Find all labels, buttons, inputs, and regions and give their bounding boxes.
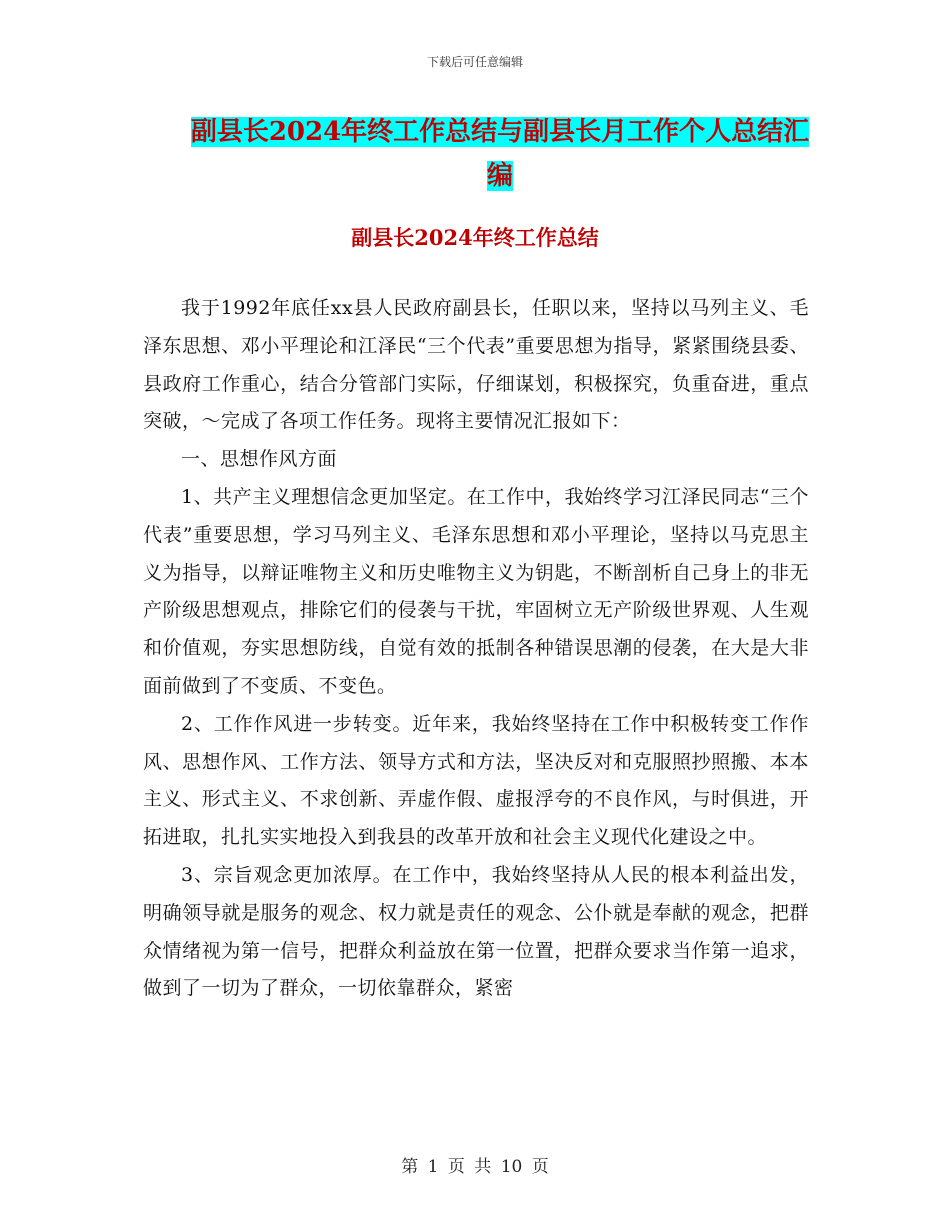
paragraph-intro: 我于1992年底任xx县人民政府副县长，任职以来，坚持以马列主义、毛泽东思想、邓小平理论和江泽民“三个代表”重要思想为指导，紧紧围绕县委、县政府工作重心，结合分管部门实际，仔细谋划，积极探究，负重奋进，重点突破，～完成了各项工作任务。现将主要情况汇报如下： — [143, 297, 809, 433]
section-title: 副县长2024年终工作总结 — [351, 225, 599, 250]
document-title-line-2: 编 — [486, 161, 513, 191]
header-note: 下载后可任意编辑 — [426, 55, 523, 69]
document-title-line-1: 副县长2024年终工作总结与副县长月工作个人总结汇 — [190, 117, 810, 147]
page-footer: 第 1 页 共 10 页 — [401, 1157, 549, 1177]
paragraph-item-1: 1、共产主义理想信念更加坚定。在工作中，我始终学习江泽民同志“三个代表”重要思想，学习马列主义、毛泽东思想和邓小平理论，坚持以马克思主义为指导，以辩证唯物主义和历史唯物主义为钥匙，不断剖析自己身上的非无产阶级思想观点，排除它们的侵袭与干扰，牢固树立无产阶级世界观、人生观和价值观，夯实思想防线，自觉有效的抵制各种错误思潮的侵袭，在大是大非面前做到了不变质、不变色。 — [143, 485, 809, 697]
paragraph-item-2: 2、工作作风进一步转变。近年来，我始终坚持在工作中积极转变工作作风、思想作风、工作方法、领导方式和方法，坚决反对和克服照抄照搬、本本主义、形式主义、不求创新、弄虚作假、虚报浮夸的不良作风，与时俱进，开拓进取，扎扎实实地投入到我县的改革开放和社会主义现代化建设之中。 — [143, 712, 809, 849]
paragraph-heading-1: 一、思想作风方面 — [181, 448, 338, 471]
paragraph-item-3: 3、宗旨观念更加浓厚。在工作中，我始终坚持从人民的根本利益出发，明确领导就是服务的观念、权力就是责任的观念、公仆就是奉献的观念，把群众情绪视为第一信号，把群众利益放在第一位置，把群众要求当作第一追求，做到了一切为了群众，一切依靠群众，紧密 — [143, 863, 809, 1000]
document-title — [160, 110, 840, 198]
body-text — [143, 290, 809, 1008]
